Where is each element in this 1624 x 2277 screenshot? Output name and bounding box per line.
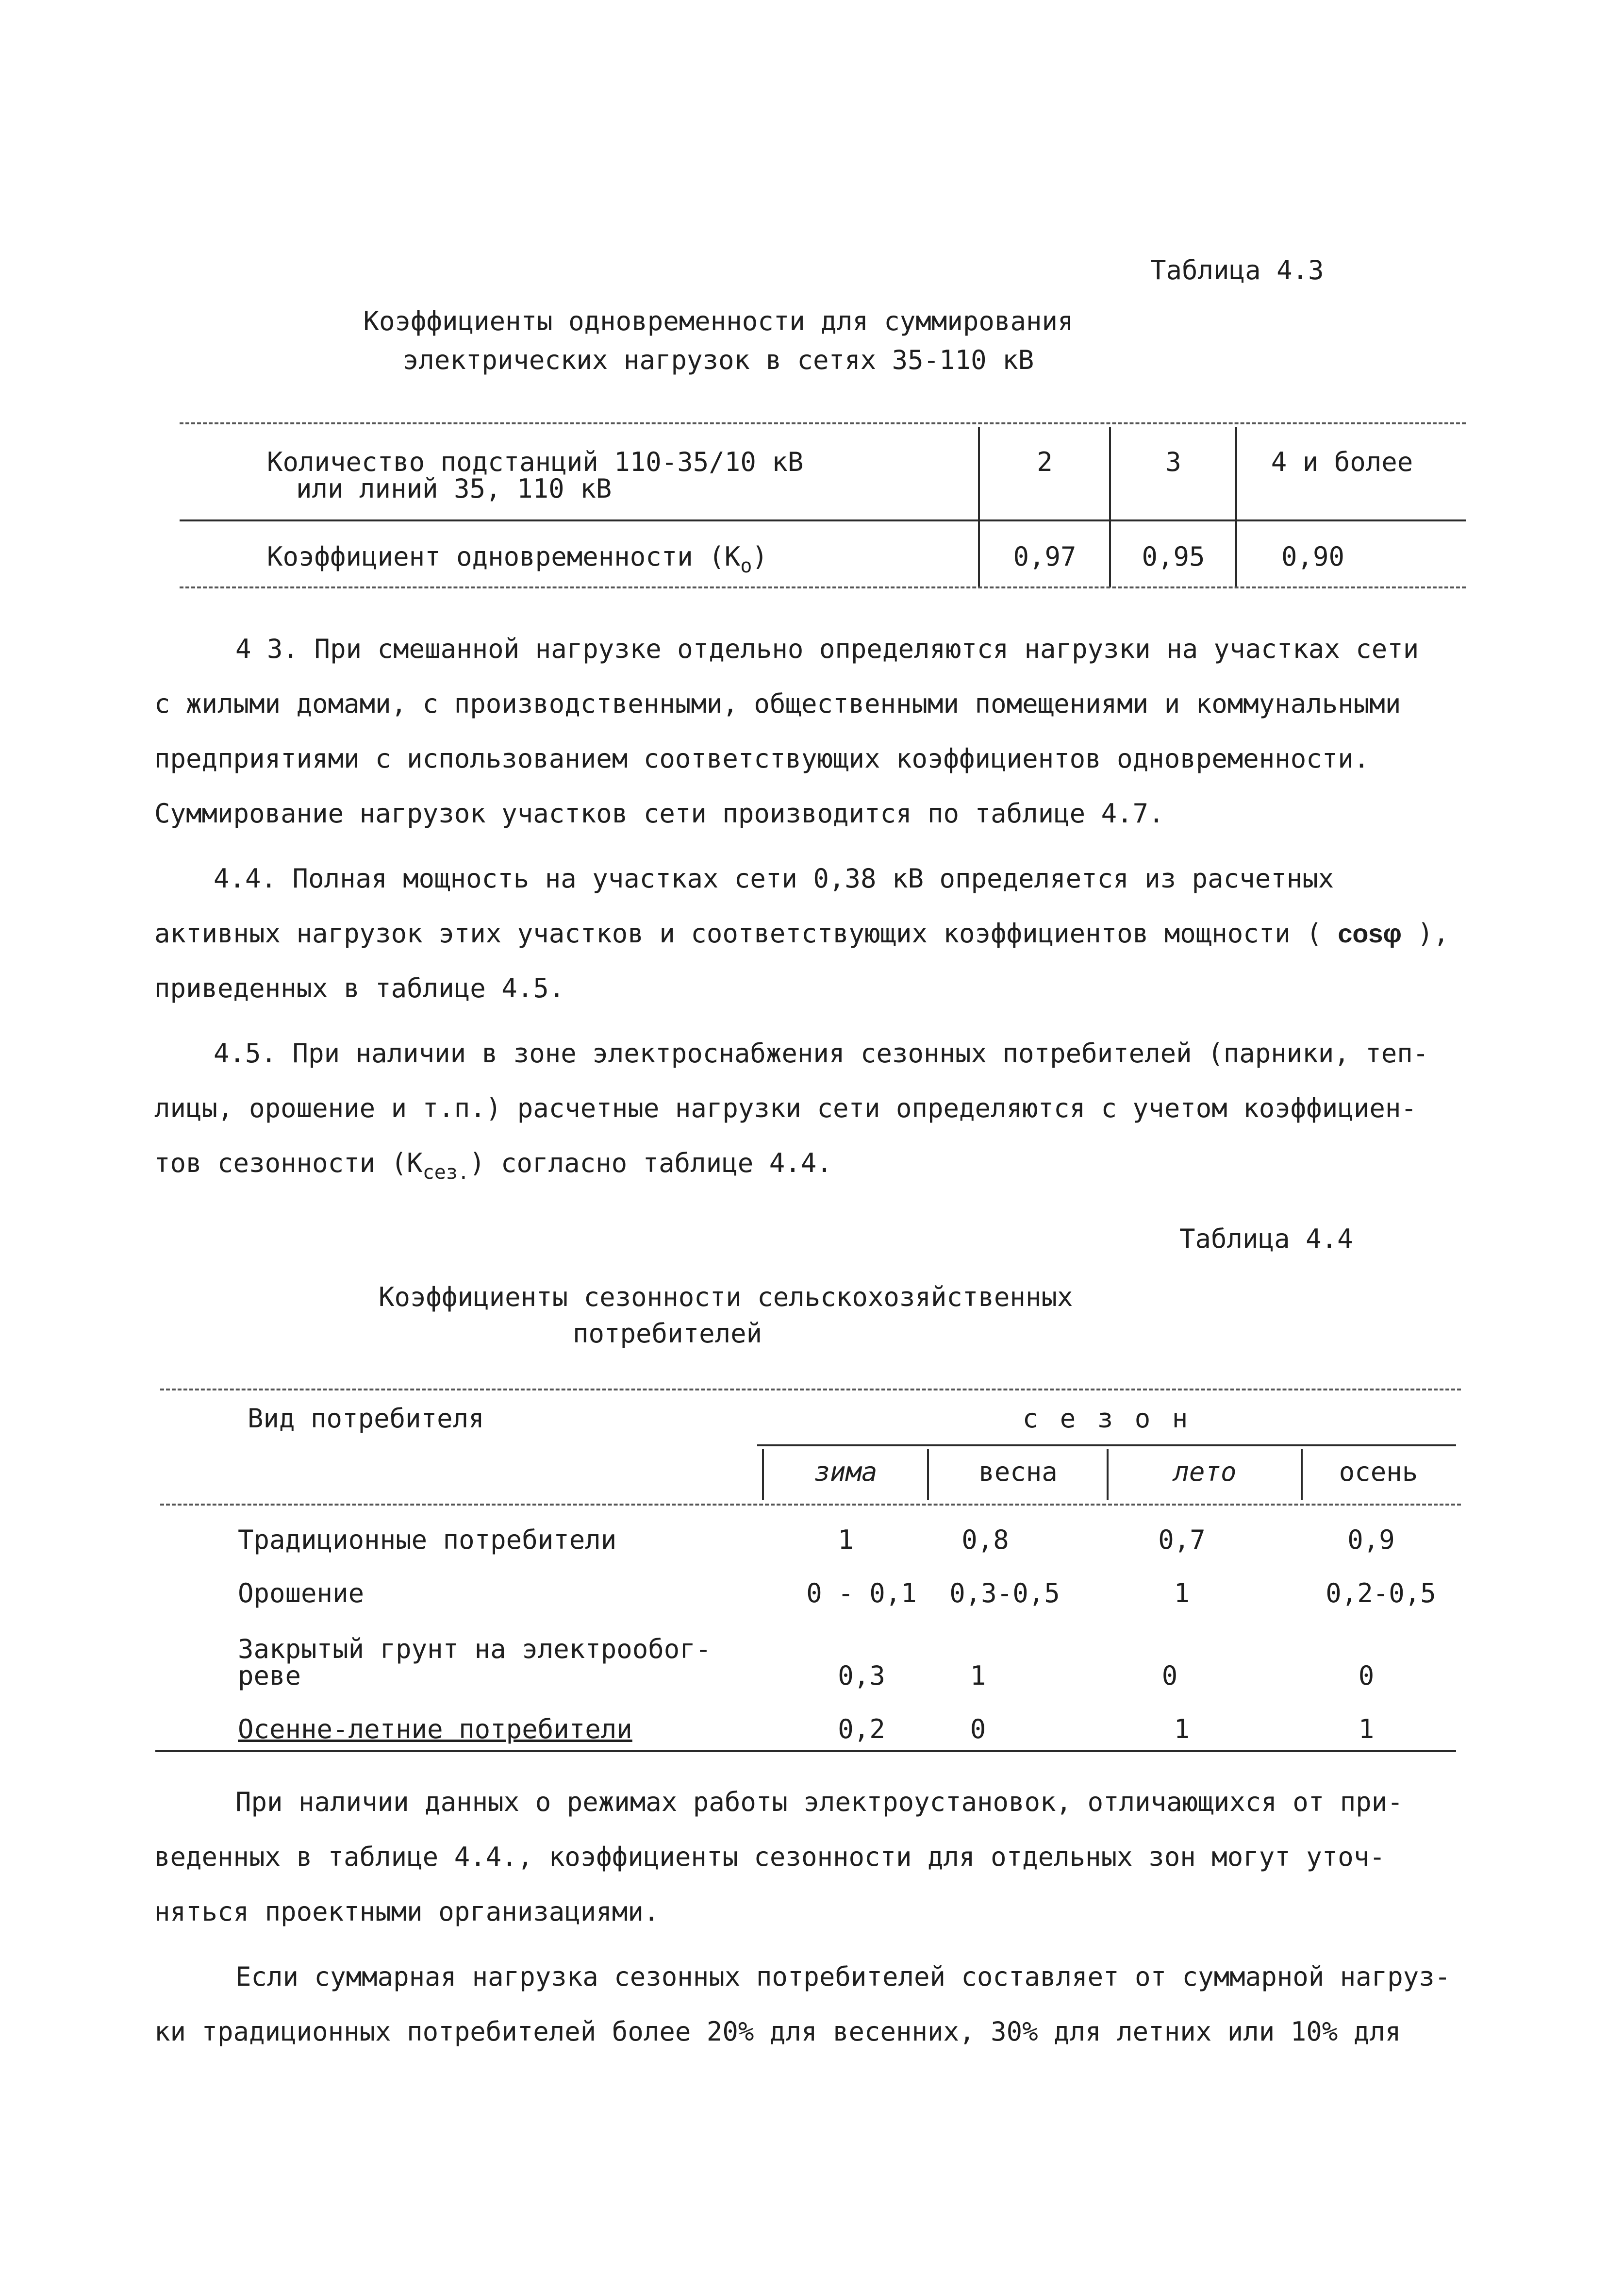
table-4-4-cell: 0 xyxy=(1358,1660,1375,1691)
table-4-4-cell: 0,2 xyxy=(838,1714,885,1744)
table-4-3-header-label-line1: Количество подстанций 110-35/10 кВ xyxy=(267,447,804,477)
para-4-5-line1: 4.5. При наличии в зоне электроснабжения сезонных потребителей (парники, теп- xyxy=(214,1038,1429,1069)
season-autumn: осень xyxy=(1339,1457,1418,1487)
para-4-4-line2: активных нагрузок этих участков и соответствующих коэффициентов мощности ( cosφ ), xyxy=(154,918,1449,949)
table-4-4-cell: 0,8 xyxy=(961,1524,1009,1555)
table-4-4-cell: 0,9 xyxy=(1347,1524,1395,1555)
table-4-4-cell: 1 xyxy=(838,1524,854,1555)
table-4-4-cell: 1 xyxy=(1174,1714,1190,1744)
table-4-3-col-3: 3 xyxy=(1165,447,1181,477)
para-4-3-line2: с жилыми домами, с производственными, общественными помещениями и коммунальными xyxy=(154,688,1401,719)
cos-phi-symbol: cosφ xyxy=(1338,919,1402,948)
table-4-4-cell: 0,3 xyxy=(838,1660,885,1691)
table-4-4-vrule-4 xyxy=(1301,1449,1303,1500)
table-4-3-col-2: 2 xyxy=(1037,447,1053,477)
table-4-4-row-label: Традиционные потребители xyxy=(238,1524,617,1555)
para-4-5-line3: тов сезонности $(К_{сез.})$ согласно таблице 4.4. xyxy=(154,1148,832,1184)
season-winter: зима xyxy=(814,1457,878,1487)
table-4-4-cell: 0,2-0,5 xyxy=(1326,1578,1436,1608)
table-4-4-bottom-rule xyxy=(155,1750,1456,1752)
table-4-4-vrule-2 xyxy=(927,1449,929,1500)
table-4-4-title-line1: Коэффициенты сезонности сельскохозяйственных xyxy=(379,1282,1073,1312)
table-4-4-season-rule xyxy=(757,1444,1456,1446)
table-4-4-row-label-line1: Закрытый грунт на электрообог- xyxy=(238,1634,712,1664)
table-4-4-vrule-1 xyxy=(762,1449,764,1500)
table-4-4-vrule-3 xyxy=(1107,1449,1109,1500)
table-4-4-row-label: Орошение xyxy=(238,1578,365,1608)
table-4-3-vrule-3 xyxy=(1235,427,1237,587)
table-4-3-value-3: 0,95 xyxy=(1142,541,1205,572)
para-after-line1: При наличии данных о режимах работы электроустановок, отличающихся от при- xyxy=(235,1787,1403,1817)
table-4-4-cell: 1 xyxy=(1174,1578,1190,1608)
table-4-3-value-2: 0,97 xyxy=(1013,541,1077,572)
table-4-3-bottom-rule xyxy=(180,586,1466,588)
table-4-3-vrule-1 xyxy=(978,427,980,587)
para-after-line4: Если суммарная нагрузка сезонных потребителей составляет от суммарной нагруз- xyxy=(235,1961,1451,1992)
para-after-line2: веденных в таблице 4.4., коэффициенты сезонности для отдельных зон могут уточ- xyxy=(154,1842,1385,1872)
table-4-4-row-label: Осенне-летние потребители xyxy=(238,1714,632,1744)
table-4-4-title-line2: потребителей xyxy=(573,1318,762,1349)
para-4-3-line1: 4 3. При смешанной нагрузке отдельно определяются нагрузки на участках сети xyxy=(235,634,1419,664)
table-4-4-label: Таблица 4.4 xyxy=(1179,1223,1353,1254)
table-4-3-title-line1: Коэффициенты одновременности для суммирования xyxy=(363,306,1074,336)
table-4-4-cell: 0,7 xyxy=(1158,1524,1206,1555)
table-4-3-label: Таблица 4.3 xyxy=(1150,255,1324,285)
table-4-4-row-label-line2: реве xyxy=(238,1660,301,1691)
table-4-3-col-4-more: 4 и более xyxy=(1271,447,1413,477)
table-4-4-cell: 1 xyxy=(1358,1714,1375,1744)
table-4-4-group-header: с е з о н xyxy=(1022,1403,1191,1434)
table-4-3-header-label-line2: или линий 35, 110 кВ xyxy=(296,473,612,504)
para-4-3-line4: Суммирование нагрузок участков сети производится по таблице 4.7. xyxy=(154,798,1164,829)
para-after-line5: ки традиционных потребителей более 20% для весенних, 30% для летних или 10% для xyxy=(154,2016,1401,2047)
season-spring: весна xyxy=(978,1457,1058,1487)
season-summer: лето xyxy=(1173,1457,1237,1487)
para-4-4-line1: 4.4. Полная мощность на участках сети 0,38 кВ определяется из расчетных xyxy=(214,863,1334,894)
table-4-3-vrule-2 xyxy=(1109,427,1111,587)
table-4-4-cell: 0 - 0,1 xyxy=(806,1578,917,1608)
table-4-3-row-label: Коэффициент одновременности $(К_о)$ xyxy=(267,541,768,577)
table-4-3-mid-rule xyxy=(180,519,1466,521)
table-4-4-top-rule xyxy=(160,1389,1461,1390)
table-4-4-cell: 1 xyxy=(970,1660,986,1691)
table-4-4-cell: 0 xyxy=(1161,1660,1178,1691)
table-4-4-header-rule xyxy=(160,1504,1461,1506)
table-4-4-cell: 0 xyxy=(970,1714,986,1744)
para-4-3-line3: предприятиями с использованием соответствующих коэффициентов одновременности. xyxy=(154,743,1370,774)
table-4-3-title-line2: электрических нагрузок в сетях 35-110 кВ xyxy=(402,345,1034,375)
table-4-3-top-rule xyxy=(180,422,1466,424)
para-after-line3: няться проектными организациями. xyxy=(154,1896,660,1927)
table-4-4-cell: 0,3-0,5 xyxy=(949,1578,1060,1608)
table-4-4-header-label: Вид потребителя xyxy=(248,1403,484,1434)
para-4-5-line2: лицы, орошение и т.п.) расчетные нагрузки сети определяются с учетом коэффициен- xyxy=(154,1093,1417,1123)
table-4-3-value-4-more: 0,90 xyxy=(1281,541,1345,572)
para-4-4-line3: приведенных в таблице 4.5. xyxy=(154,973,565,1004)
